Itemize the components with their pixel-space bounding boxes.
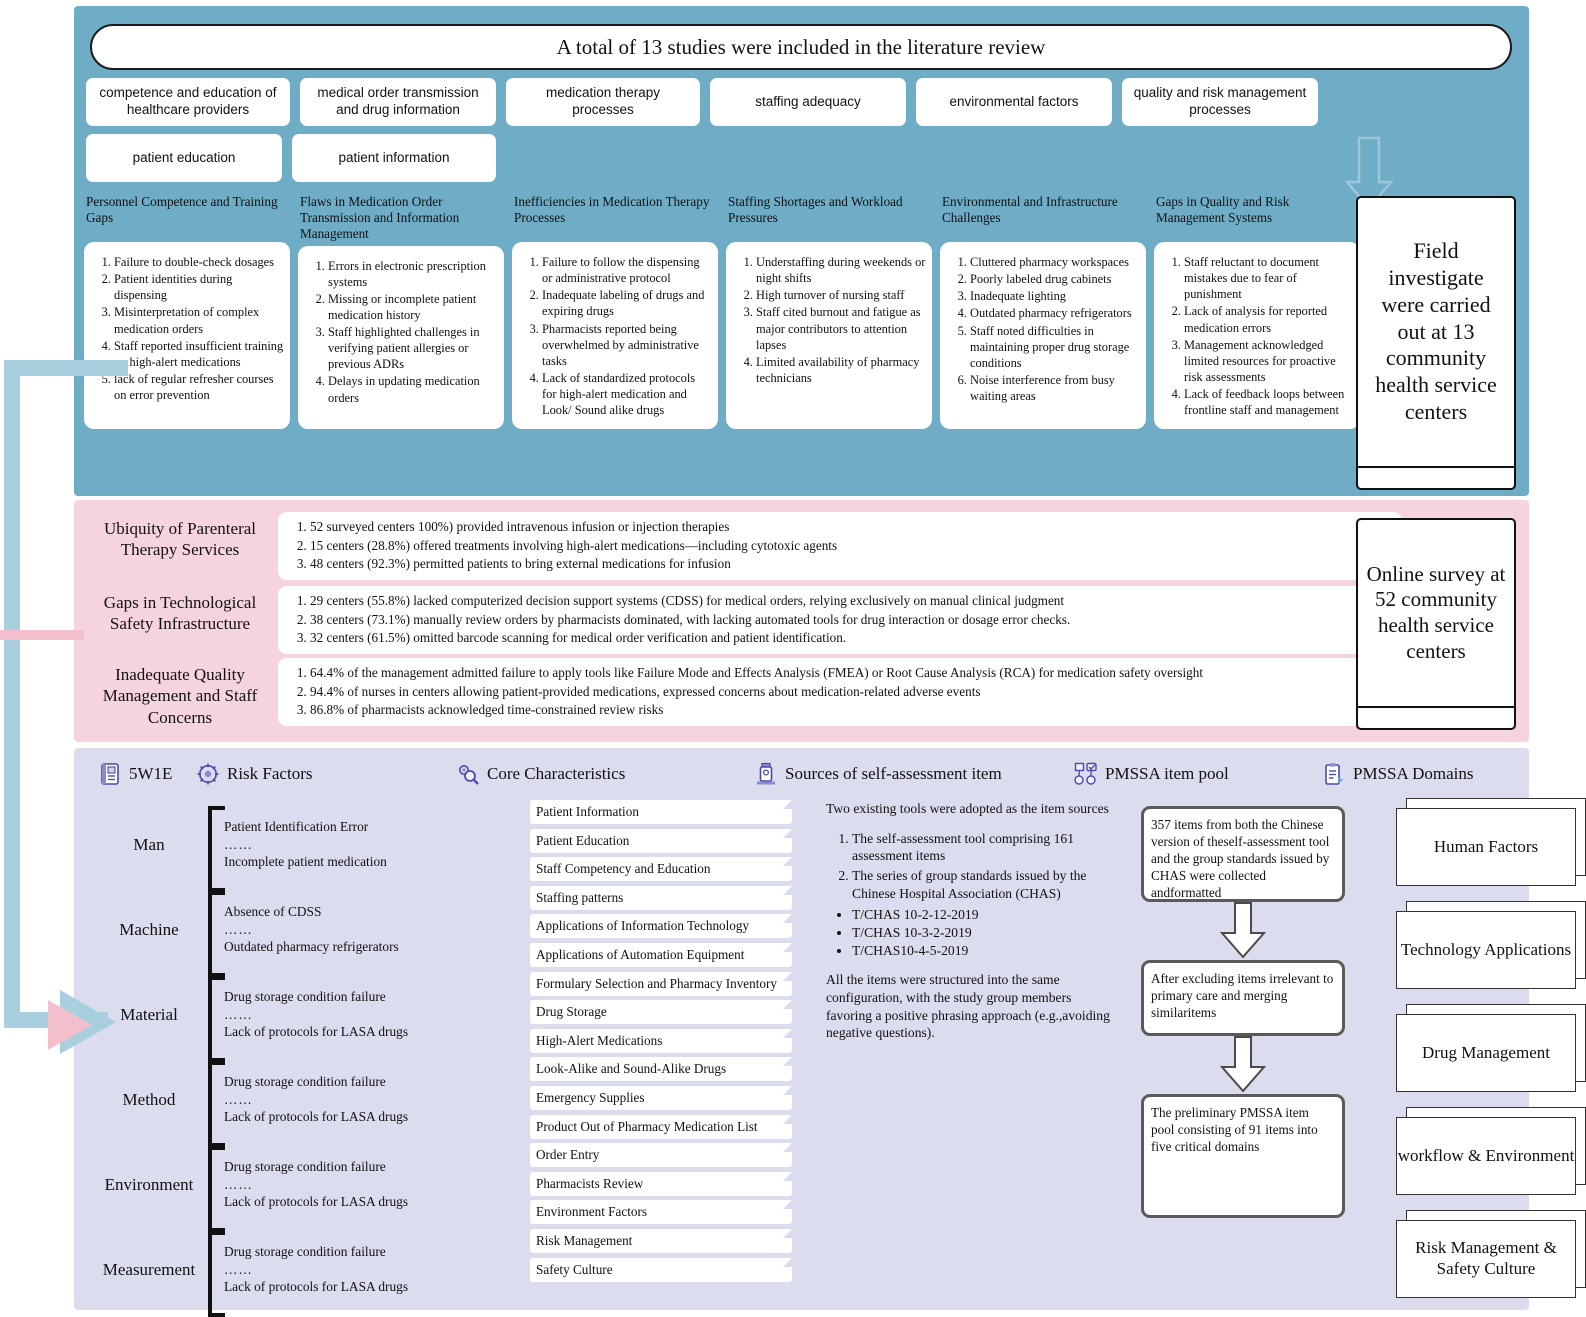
list-item[interactable]: Staffing patterns: [530, 886, 792, 910]
list-item[interactable]: Order Entry: [530, 1143, 792, 1167]
notebook-icon: [98, 762, 122, 786]
w5-label: Method: [122, 1089, 176, 1109]
list-item: 2. 15 centers (28.8%) offered treatments involving high-alert medications—including cytotoxic agents: [310, 537, 1394, 556]
list-item[interactable]: Formulary Selection and Pharmacy Inventory: [530, 972, 792, 996]
survey-row-box: [278, 658, 1402, 726]
list-item[interactable]: Pharmacists Review: [530, 1172, 792, 1196]
w5-row: [90, 802, 406, 887]
header-label: 5W1E: [129, 764, 173, 783]
header-sources: [754, 762, 1002, 786]
category-heading: Personnel Competence and Training Gaps: [86, 194, 278, 225]
list-item: 2. High turnover of nursing staff: [756, 287, 926, 303]
risk-factor-bracket: [208, 806, 404, 884]
list-item: 2. Lack of analysis for reported medication errors: [1184, 303, 1354, 335]
category-heading: Staffing Shortages and Workload Pressures: [728, 194, 903, 225]
category-heading: Flaws in Medication Order Transmission and Information Management: [300, 194, 460, 241]
category-column: [298, 194, 504, 429]
list-item: 1. 52 surveyed centers 100%) provided intravenous infusion or injection therapies: [310, 518, 1394, 537]
item-pool-network-icon: [1074, 762, 1098, 786]
category-column: [726, 194, 932, 429]
risk-factor-first: Patient Identification Error: [224, 819, 369, 835]
risk-factor-ellipsis: ……: [224, 1006, 253, 1022]
category-heading: Gaps in Quality and Risk Management Systems: [1156, 194, 1290, 225]
header-risk-factors: [196, 762, 312, 786]
list-item[interactable]: Environment Factors: [530, 1200, 792, 1224]
risk-factor-bracket: [208, 1061, 409, 1139]
w5-label: Machine: [119, 919, 179, 939]
list-item: 1. 29 centers (55.8%) lacked computerized decision support systems (CDSS) for medical orders, relying exclusively on manual clinical judgment: [310, 592, 1394, 611]
category-column: [1154, 194, 1360, 429]
category-column: [512, 194, 718, 429]
category-list-box: [726, 242, 932, 429]
category-columns: [84, 194, 1424, 429]
header-label: PMSSA Domains: [1353, 764, 1474, 783]
list-item: 1. Staff reluctant to document mistakes due to fear of punishment: [1184, 254, 1354, 302]
sources-intro: Two existing tools were adopted as the item sources: [826, 801, 1109, 816]
list-item: 3. Pharmacists reported being overwhelmed by administrative tasks: [542, 321, 712, 369]
risk-factor-last: Lack of protocols for LASA drugs: [224, 1024, 409, 1040]
category-list: [516, 254, 712, 418]
domain-label[interactable]: Technology Applications: [1396, 911, 1576, 989]
list-item: 4. Lack of standardized protocols for high-alert medication and Look/ Sound alike drugs: [542, 370, 712, 418]
list-item: 4. Limited availability of pharmacy technicians: [756, 354, 926, 386]
list-item[interactable]: Risk Management: [530, 1229, 792, 1253]
risk-factor-ellipsis: ……: [224, 1091, 253, 1107]
theme-chip[interactable]: medication therapy processes: [506, 78, 700, 126]
category-list-box: [298, 246, 504, 430]
domain-card: [1396, 798, 1586, 888]
list-item[interactable]: Staff Competency and Education: [530, 857, 792, 881]
category-list: [302, 258, 498, 406]
theme-chip[interactable]: quality and risk management processes: [1122, 78, 1318, 126]
category-list-box: [940, 242, 1146, 429]
list-item[interactable]: Drug Storage: [530, 1000, 792, 1024]
list-item: 3. Staff cited burnout and fatigue as major contributors to attention lapses: [756, 304, 926, 352]
theme-chip[interactable]: competence and education of healthcare providers: [86, 78, 290, 126]
survey-row: [82, 586, 1402, 654]
domain-label[interactable]: Drug Management: [1396, 1014, 1576, 1092]
list-item: 2. 94.4% of nurses in centers allowing patient-provided medications, expressed concerns about medication-related adverse events: [310, 683, 1394, 702]
flow-step-box: After excluding items irrelevant to primary care and merging similaritems: [1141, 960, 1345, 1036]
flow-step-box: The preliminary PMSSA item pool consisting of 91 items into five critical domains: [1141, 1094, 1345, 1218]
list-item[interactable]: Applications of Automation Equipment: [530, 943, 792, 967]
list-item: 1. Understaffing during weekends or night shifts: [756, 254, 926, 286]
pmssa-development-panel: [74, 748, 1575, 1310]
sources-outro: All the items were structured into the same configuration, with the study group members favoring a positive phrasing approach (e.g.,avoiding negative questions).: [826, 972, 1110, 1041]
domain-card: [1396, 1107, 1586, 1197]
list-item: 5. Staff noted difficulties in maintaining proper drug storage conditions: [970, 323, 1140, 371]
theme-chip[interactable]: medical order transmission and drug information: [300, 78, 496, 126]
domain-label[interactable]: Risk Management & Safety Culture: [1396, 1220, 1576, 1298]
risk-factor-first: Drug storage condition failure: [224, 1159, 386, 1175]
risk-factor-last: Lack of protocols for LASA drugs: [224, 1194, 409, 1210]
list-item: • T/CHAS10-4-5-2019: [852, 942, 1111, 960]
risk-factor-first: Drug storage condition failure: [224, 1244, 386, 1260]
field-investigation-card: [1356, 196, 1516, 490]
category-list: [88, 254, 284, 403]
list-item: 2. The series of group standards issued by the Chinese Hospital Association (CHAS): [852, 867, 1111, 902]
list-item[interactable]: Product Out of Pharmacy Medication List: [530, 1115, 792, 1139]
header-core-characteristics: [456, 762, 625, 786]
domain-card: [1396, 1210, 1586, 1300]
risk-factor-ellipsis: ……: [224, 1261, 253, 1277]
header-item-pool: [1074, 762, 1229, 786]
list-item: 5. lack of regular refresher courses on error prevention: [114, 371, 284, 403]
list-item[interactable]: Safety Culture: [530, 1258, 792, 1282]
risk-factor-ellipsis: ……: [224, 1176, 253, 1192]
risk-factor-bracket: [208, 1231, 409, 1309]
domain-label[interactable]: workflow & Environment: [1396, 1117, 1576, 1195]
list-item: 2. Patient identities during dispensing: [114, 271, 284, 303]
literature-review-panel: [74, 6, 1529, 496]
sources-bullet-list: [826, 906, 1111, 959]
medicine-bottle-icon: [754, 762, 778, 786]
category-list: [944, 254, 1140, 404]
category-list: [1158, 254, 1354, 418]
list-item: 1. The self-assessment tool comprising 161 assessment items: [852, 830, 1111, 865]
list-item[interactable]: Patient Information: [530, 800, 792, 824]
header-5w1e: [98, 762, 172, 786]
survey-row-label: Gaps in Technological Safety Infrastructure: [103, 593, 257, 634]
list-item: 3. Misinterpretation of complex medication orders: [114, 304, 284, 336]
theme-chip[interactable]: patient information: [292, 134, 496, 182]
survey-list: [280, 592, 1394, 648]
risk-factor-ellipsis: ……: [224, 921, 253, 937]
gear-magnifier-icon: [456, 762, 480, 786]
list-item[interactable]: High-Alert Medications: [530, 1029, 792, 1053]
risk-factor-last: Lack of protocols for LASA drugs: [224, 1109, 409, 1125]
category-heading: Inefficiencies in Medication Therapy Processes: [514, 194, 710, 225]
category-list-box: [84, 242, 290, 429]
risk-factor-bracket: [208, 1146, 409, 1224]
header-domains: [1322, 762, 1473, 786]
theme-chip[interactable]: staffing adequacy: [710, 78, 906, 126]
risk-factor-bracket: [208, 891, 404, 969]
flow-arrow-2: [1141, 1036, 1345, 1094]
risk-factor-ellipsis: ……: [224, 836, 253, 852]
online-survey-text: Online survey at 52 community health service centers: [1366, 561, 1506, 663]
risk-factor-last: Incomplete patient medication: [224, 854, 387, 870]
list-item: 3. Management acknowledged limited resources for proactive risk assessments: [1184, 337, 1354, 385]
list-item: • T/CHAS 10-3-2-2019: [852, 924, 1111, 942]
w5-label: Environment: [104, 1174, 194, 1194]
survey-list: [280, 664, 1394, 720]
survey-row-box: [278, 586, 1402, 654]
survey-row-label: Inadequate Quality Management and Staff Concerns: [102, 665, 258, 727]
list-item: 1. 64.4% of the management admitted failure to apply tools like Failure Mode and Effects Analysis (FMEA) or Root Cause Analysis (RCA) for medication safety oversight: [310, 664, 1394, 683]
w5-1e-rows: [90, 802, 409, 1312]
list-item[interactable]: Look-Alike and Sound-Alike Drugs: [530, 1057, 792, 1081]
sources-numbered-list: [826, 830, 1111, 903]
pmssa-domains-list: [1396, 798, 1586, 1313]
down-arrow-icon: [1220, 903, 1266, 959]
list-item[interactable]: Applications of Information Technology: [530, 914, 792, 938]
list-item: 1. Failure to follow the dispensing or administrative protocol: [542, 254, 712, 286]
domain-label[interactable]: Human Factors: [1396, 808, 1576, 886]
survey-row-box: [278, 512, 1402, 580]
list-item: • T/CHAS 10-2-12-2019: [852, 906, 1111, 924]
item-pool-flow: [1141, 806, 1345, 1218]
w5-row: [90, 1057, 409, 1142]
w5-label: Material: [120, 1004, 178, 1024]
list-item[interactable]: Patient Education: [530, 829, 792, 853]
page-title: A total of 13 studies were included in the literature review: [90, 24, 1512, 70]
list-item: 1. Cluttered pharmacy workspaces: [970, 254, 1140, 270]
w5-row: [90, 887, 406, 972]
online-survey-panel: [74, 500, 1529, 742]
core-characteristics-list: [530, 800, 792, 1286]
risk-factor-first: Drug storage condition failure: [224, 989, 386, 1005]
header-label: Sources of self-assessment item: [785, 764, 1002, 783]
clipboard-icon: [1322, 762, 1346, 786]
card-footer-strip: [1358, 466, 1514, 488]
list-item: 1. Errors in electronic prescription systems: [328, 258, 498, 290]
survey-row-label: Ubiquity of Parenteral Therapy Services: [103, 519, 256, 560]
domain-card: [1396, 1004, 1586, 1094]
category-list: [730, 254, 926, 386]
list-item: 3. Staff highlighted challenges in verifying patient allergies or previous ADRs: [328, 324, 498, 372]
w5-row: [90, 1142, 409, 1227]
theme-chip[interactable]: environmental factors: [916, 78, 1112, 126]
list-item: 3. Inadequate lighting: [970, 288, 1140, 304]
list-item: 2. Poorly labeled drug cabinets: [970, 271, 1140, 287]
header-label: Core Characteristics: [487, 764, 626, 783]
list-item: 2. Missing or incomplete patient medication history: [328, 291, 498, 323]
risk-factor-last: Outdated pharmacy refrigerators: [224, 939, 399, 955]
w5-row: [90, 972, 409, 1057]
category-heading: Environmental and Infrastructure Challenges: [942, 194, 1118, 225]
theme-chip[interactable]: patient education: [86, 134, 282, 182]
survey-row: [82, 512, 1402, 580]
header-label: PMSSA item pool: [1105, 764, 1229, 783]
category-column: [940, 194, 1146, 429]
list-item: 6. Noise interference from busy waiting areas: [970, 372, 1140, 404]
flow-arrow-1: [1141, 902, 1345, 960]
list-item: 4. Lack of feedback loops between frontline staff and management: [1184, 386, 1354, 418]
risk-factor-last: Lack of protocols for LASA drugs: [224, 1279, 409, 1295]
field-investigation-text: Field investigate were carried out at 13 community health service centers: [1375, 238, 1497, 425]
risk-factor-first: Drug storage condition failure: [224, 1074, 386, 1090]
list-item: 2. Inadequate labeling of drugs and expiring drugs: [542, 287, 712, 319]
list-item: 3. 32 centers (61.5%) omitted barcode scanning for medical order verification and patient identification.: [310, 629, 1394, 648]
list-item: 3. 48 centers (92.3%) permitted patients to bring external medications for infusion: [310, 555, 1394, 574]
domain-card: [1396, 901, 1586, 991]
list-item[interactable]: Emergency Supplies: [530, 1086, 792, 1110]
sources-column: [826, 800, 1111, 1054]
list-item: 4. Outdated pharmacy refrigerators: [970, 305, 1140, 321]
category-column: [84, 194, 290, 429]
online-survey-card: [1356, 518, 1516, 730]
category-list-box: [512, 242, 718, 429]
list-item: 2. 38 centers (73.1%) manually review orders by pharmacists dominated, with lacking automated tools for drug interaction or dosage error checks.: [310, 611, 1394, 630]
list-item: 1. Failure to double-check dosages: [114, 254, 284, 270]
survey-row: [82, 658, 1402, 728]
theme-chip-row: [86, 78, 1516, 182]
card-footer-strip: [1358, 706, 1514, 728]
risk-factor-bracket: [208, 976, 409, 1054]
category-list-box: [1154, 242, 1360, 429]
list-item: 4. Delays in updating medication orders: [328, 373, 498, 405]
flow-step-box: 357 items from both the Chinese version of theself-assessment tool and the group standards issued by CHAS were collected andformatted: [1141, 806, 1345, 902]
survey-list: [280, 518, 1394, 574]
risk-factor-first: Absence of CDSS: [224, 904, 322, 920]
w5-row: [90, 1227, 409, 1312]
header-label: Risk Factors: [227, 764, 313, 783]
list-item: 3. 86.8% of pharmacists acknowledged time-constrained review risks: [310, 701, 1394, 720]
down-arrow-icon: [1220, 1037, 1266, 1093]
gear-cluster-icon: [196, 762, 220, 786]
w5-label: Man: [133, 834, 165, 854]
list-item: 4. Staff reported insufficient training on high-alert medications: [114, 338, 284, 370]
w5-label: Measurement: [102, 1259, 196, 1279]
